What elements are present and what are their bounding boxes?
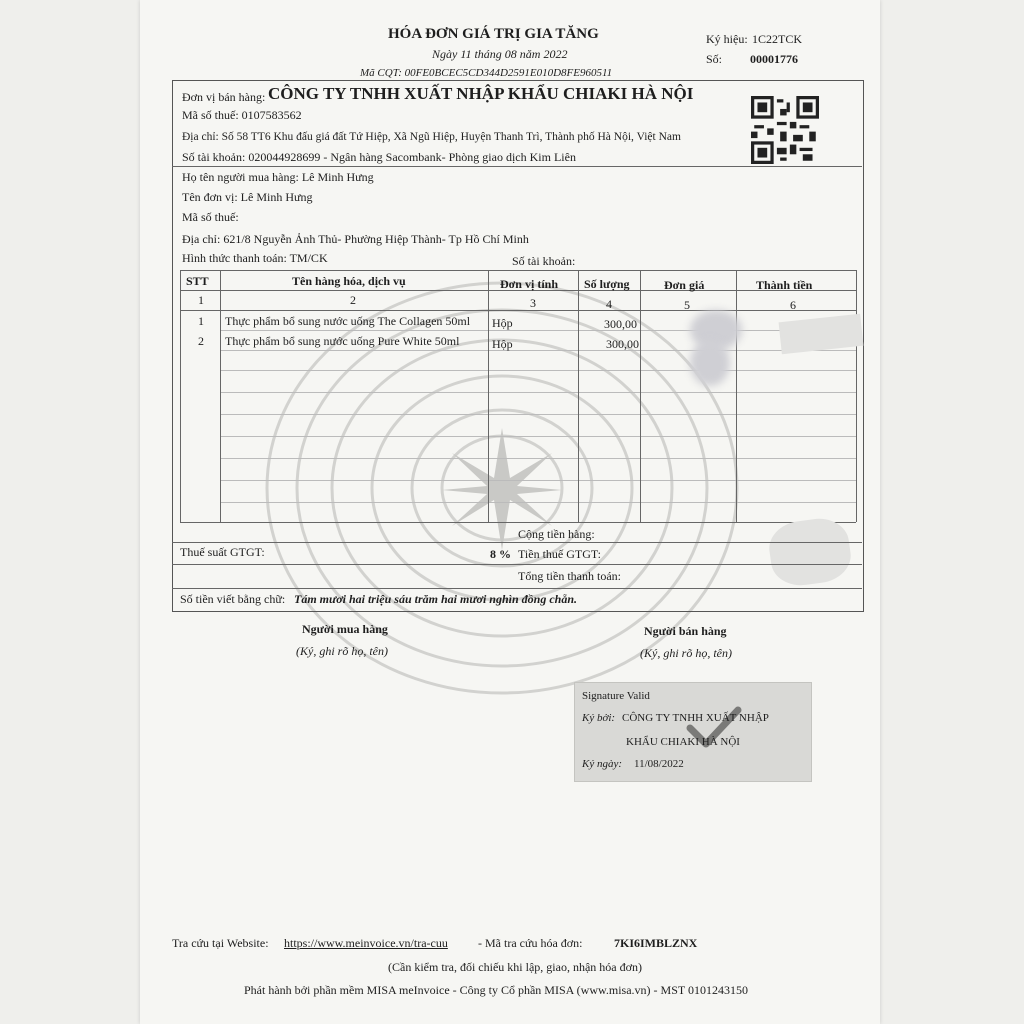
col-number: 2 [350, 293, 356, 307]
buyer-address: Địa chỉ: 621/8 Nguyễn Ảnh Thủ- Phường Hiệp Thành- Tp Hồ Chí Minh [182, 232, 529, 246]
col-header-qty: Số lượng [584, 277, 630, 291]
invoice-title: HÓA ĐƠN GIÁ TRỊ GIA TĂNG [388, 26, 599, 42]
signed-by-line1: CÔNG TY TNHH XUẤT NHẬP [622, 712, 769, 724]
in-words-value: Tám mươi hai triệu sáu trăm hai mươi nghìn đồng chẵn. [294, 592, 577, 606]
table-row-name: Thực phẩm bổ sung nước uống Pure White 50ml [225, 334, 460, 348]
buyer-unit: Tên đơn vị: Lê Minh Hưng [182, 190, 313, 204]
buyer-account: Số tài khoản: [512, 254, 576, 268]
buyer-tax-code: Mã số thuế: [182, 210, 239, 224]
table-row-qty: 300,00 [606, 337, 639, 351]
invoice-number: 00001776 [750, 52, 798, 66]
table-row-name: Thực phẩm bổ sung nước uống The Collagen 50ml [225, 314, 471, 328]
in-words-label: Số tiền viết bằng chữ: [180, 592, 286, 606]
lookup-code-label: - Mã tra cứu hóa đơn: [478, 936, 583, 950]
footer-note: (Cần kiểm tra, đối chiếu khi lập, giao, nhận hóa đơn) [388, 960, 642, 974]
vat-rate-value: 8 % [490, 547, 511, 561]
table-row-stt: 1 [198, 314, 204, 328]
lookup-prefix: Tra cứu tại Website: [172, 936, 269, 950]
seller-tax-code: Mã số thuế: 0107583562 [182, 108, 302, 122]
issuer-line: Phát hành bởi phần mềm MISA meInvoice - Công ty Cổ phần MISA (www.misa.vn) - MST 0101243150 [244, 983, 748, 997]
table-row-unit: Hộp [492, 316, 513, 330]
signed-date-label: Ký ngày: [582, 758, 623, 770]
seller-label: Đơn vị bán hàng: [182, 90, 266, 104]
vat-amount-label: Tiền thuế GTGT: [518, 547, 601, 561]
grand-total-label: Tổng tiền thanh toán: [518, 569, 621, 583]
buyer-signature-note: (Ký, ghi rõ họ, tên) [296, 644, 388, 658]
table-row-qty: 300,00 [604, 317, 637, 331]
number-label: Số: [706, 52, 723, 66]
col-number: 3 [530, 296, 536, 310]
invoice-date: Ngày 11 tháng 08 năm 2022 [432, 47, 568, 61]
seller-signature-title: Người bán hàng [644, 624, 727, 638]
col-header-name: Tên hàng hóa, dịch vụ [292, 274, 406, 288]
buyer-name: Họ tên người mua hàng: Lê Minh Hưng [182, 170, 374, 184]
redacted-price [690, 340, 730, 386]
col-number: 4 [606, 297, 612, 311]
subtotal-label: Cộng tiền hàng: [518, 527, 595, 541]
col-number: 6 [790, 298, 796, 312]
col-header-stt: STT [186, 274, 209, 288]
seller-account: Số tài khoản: 020044928699 - Ngân hàng Sacombank- Phòng giao dịch Kim Liên [182, 150, 576, 164]
col-number: 5 [684, 298, 690, 312]
vat-rate-label: Thuế suất GTGT: [180, 545, 265, 559]
signed-by-label: Ký bởi: [582, 712, 616, 724]
signed-by-line2: KHẨU CHIAKI HÀ NỘI [626, 736, 740, 748]
signed-date-value: 11/08/2022 [634, 758, 684, 770]
seller-name: CÔNG TY TNHH XUẤT NHẬP KHẨU CHIAKI HÀ NỘI [268, 84, 694, 103]
seller-address: Địa chỉ: Số 58 TT6 Khu đấu giá đất Tứ Hiệp, Xã Ngũ Hiệp, Huyện Thanh Trì, Thành phố Hà Nội, Việt Nam [182, 131, 681, 143]
lookup-link[interactable]: https://www.meinvoice.vn/tra-cuu [284, 936, 448, 950]
payment-method: Hình thức thanh toán: TM/CK [182, 251, 328, 265]
qr-code [750, 96, 820, 164]
col-number: 1 [198, 293, 204, 307]
col-header-amount: Thành tiền [756, 278, 813, 292]
col-header-unit: Đơn vị tính [500, 277, 558, 291]
seller-signature-note: (Ký, ghi rõ họ, tên) [640, 646, 732, 660]
col-header-price: Đơn giá [664, 278, 705, 292]
symbol-label: Ký hiệu: [706, 32, 748, 46]
table-row-stt: 2 [198, 334, 204, 348]
buyer-signature-title: Người mua hàng [302, 622, 388, 636]
symbol-value: 1C22TCK [752, 32, 803, 46]
signature-status: Signature Valid [582, 690, 650, 702]
table-row-unit: Hộp [492, 337, 513, 351]
tax-authority-code: Mã CQT: 00FE0BCEC5CD344D2591E010D8FE960511 [360, 67, 613, 79]
lookup-code: 7KI6IMBLZNX [614, 936, 698, 950]
